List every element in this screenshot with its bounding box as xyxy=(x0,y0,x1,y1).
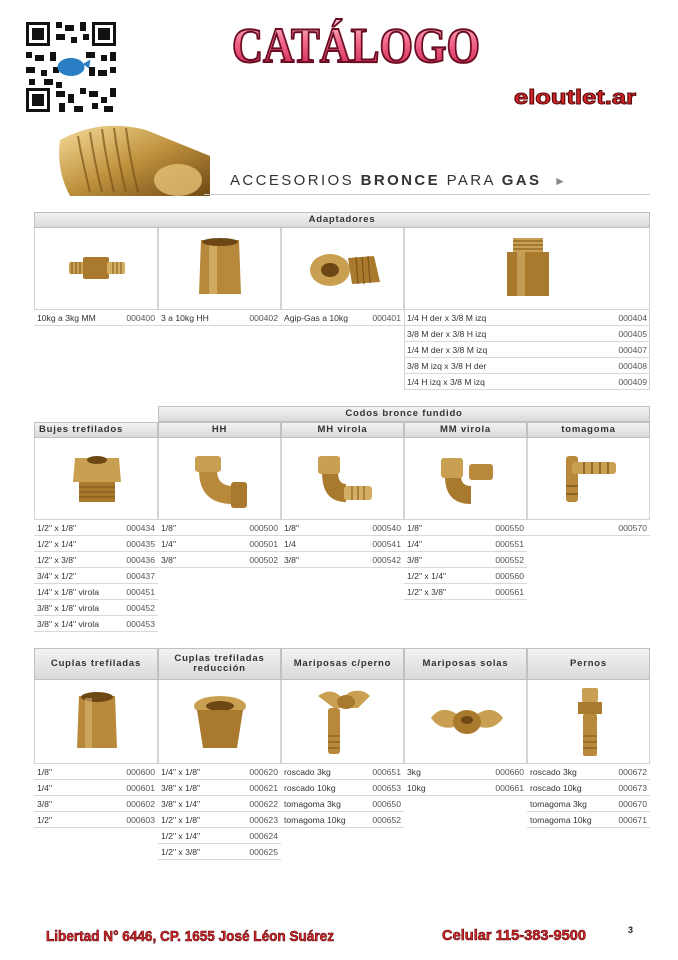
table-row xyxy=(404,310,650,326)
row-code: 000670 xyxy=(618,798,647,809)
table-row xyxy=(34,536,158,552)
footer-phone xyxy=(442,924,588,944)
row-label: tomagoma 10kg xyxy=(284,814,346,825)
table-row xyxy=(281,780,404,796)
row-label: 1/2" x 1/4" xyxy=(407,570,447,581)
headline-gas: GAS xyxy=(501,172,542,189)
row-label: 1/2" x 1/4" xyxy=(161,830,201,841)
table-row xyxy=(158,796,281,812)
table-row xyxy=(34,812,158,828)
row-code: 000672 xyxy=(618,766,647,777)
codo-tomagoma-image xyxy=(527,438,650,520)
table-row xyxy=(158,844,281,860)
row-code: 000400 xyxy=(126,312,155,323)
row-label: 3/8 M izq x 3/8 H der xyxy=(407,360,487,371)
row-code: 000451 xyxy=(126,586,155,597)
row-code: 000405 xyxy=(618,328,647,339)
bujes-image xyxy=(34,438,158,520)
table-row xyxy=(281,764,404,780)
table-row xyxy=(527,764,650,780)
headline-divider xyxy=(204,194,650,195)
site-logo xyxy=(512,84,638,110)
pernos-title: Pernos xyxy=(569,657,607,669)
row-code: 000501 xyxy=(249,538,278,549)
codos-group-title: Codos bronce fundido xyxy=(345,407,463,419)
row-code: 000435 xyxy=(126,538,155,549)
cuplas-reduccion-title-2: reducción xyxy=(193,663,246,674)
row-code: 000401 xyxy=(372,312,401,323)
row-label: 1/2" x 3/8" xyxy=(37,554,77,565)
elbow-fitting-icon xyxy=(435,448,499,510)
table-row xyxy=(34,780,158,796)
table-row xyxy=(158,552,281,568)
table-row xyxy=(34,552,158,568)
cupla-reduccion-image xyxy=(158,680,281,764)
bolt-fitting-icon xyxy=(576,686,604,758)
table-row xyxy=(281,520,404,536)
row-label: roscado 10kg xyxy=(284,782,336,793)
row-label: 1/2" x 3/8" xyxy=(161,846,201,857)
row-label: 10kg xyxy=(407,782,426,793)
table-row xyxy=(527,520,650,536)
table-row xyxy=(158,828,281,844)
mariposa-sola-image xyxy=(404,680,527,764)
table-row xyxy=(34,616,158,632)
row-code: 000551 xyxy=(495,538,524,549)
fitting-bushing-icon xyxy=(71,452,123,506)
row-label: 3/4" x 1/2" xyxy=(37,570,77,581)
table-row xyxy=(527,796,650,812)
footer-address xyxy=(46,925,336,945)
row-code: 000402 xyxy=(249,312,278,323)
row-code: 000625 xyxy=(249,846,278,857)
row-label: 1/4 xyxy=(284,538,296,549)
row-label: 3/8" xyxy=(161,554,176,565)
row-label: roscado 3kg xyxy=(530,766,577,777)
table-row xyxy=(34,600,158,616)
row-code: 000600 xyxy=(126,766,155,777)
row-code: 000437 xyxy=(126,570,155,581)
row-code: 000542 xyxy=(372,554,401,565)
row-label: 1/8" xyxy=(407,522,422,533)
row-code: 000661 xyxy=(495,782,524,793)
column-divider xyxy=(404,310,405,390)
row-code: 000540 xyxy=(372,522,401,533)
mm-title: MM virola xyxy=(439,423,491,435)
row-code: 000622 xyxy=(249,798,278,809)
row-label: 3/8" xyxy=(284,554,299,565)
adaptadores-header xyxy=(34,212,650,228)
row-label: tomagoma 3kg xyxy=(530,798,587,809)
row-code: 000541 xyxy=(372,538,401,549)
bujes-header xyxy=(34,422,158,438)
row-code: 000453 xyxy=(126,618,155,629)
row-code: 000409 xyxy=(618,376,647,387)
row-label: 1/8" xyxy=(37,766,52,777)
row-label: 1/4" xyxy=(161,538,176,549)
row-code: 000651 xyxy=(372,766,401,777)
mariposas-perno-header xyxy=(281,648,404,680)
row-code: 000500 xyxy=(249,522,278,533)
fitting-reducer-icon xyxy=(191,692,249,752)
row-code: 000673 xyxy=(618,782,647,793)
fitting-coupling-icon xyxy=(75,690,119,754)
row-code: 000550 xyxy=(495,522,524,533)
row-code: 000436 xyxy=(126,554,155,565)
row-code: 000552 xyxy=(495,554,524,565)
row-label: 3/8" x 1/4" virola xyxy=(37,618,99,629)
row-label: 3/8 M der x 3/8 H izq xyxy=(407,328,487,339)
row-label: 3 a 10kg HH xyxy=(161,312,209,323)
row-code: 000602 xyxy=(126,798,155,809)
row-label: 3/8" xyxy=(407,554,422,565)
catalog-title-logo xyxy=(228,10,484,76)
row-label: 3kg xyxy=(407,766,421,777)
fitting-hex-nipple-icon xyxy=(503,236,553,300)
table-row xyxy=(158,780,281,796)
row-code: 000624 xyxy=(249,830,278,841)
mm-header xyxy=(404,422,527,438)
row-code: 000652 xyxy=(372,814,401,825)
table-row xyxy=(404,374,650,390)
row-code: 000502 xyxy=(249,554,278,565)
row-label: 10kg a 3kg MM xyxy=(37,312,96,323)
row-code: 000660 xyxy=(495,766,524,777)
codo-mm-image xyxy=(404,438,527,520)
svg-text:eloutlet.ar: eloutlet.ar xyxy=(514,87,637,109)
adaptador-agip-image xyxy=(281,228,404,310)
table-row xyxy=(404,764,527,780)
table-row xyxy=(158,310,281,326)
pernos-header xyxy=(527,648,650,680)
row-code: 000408 xyxy=(618,360,647,371)
row-code: 000434 xyxy=(126,522,155,533)
table-row xyxy=(404,536,527,552)
row-label: 1/2" x 1/4" xyxy=(37,538,77,549)
row-code: 000620 xyxy=(249,766,278,777)
row-label: 1/4" xyxy=(37,782,52,793)
codo-mh-image xyxy=(281,438,404,520)
row-code: 000560 xyxy=(495,570,524,581)
row-code: 000452 xyxy=(126,602,155,613)
table-row xyxy=(34,310,158,326)
row-label: 1/8" xyxy=(161,522,176,533)
row-code: 000623 xyxy=(249,814,278,825)
svg-text:Libertad N° 6446, CP. 1655 J: Libertad N° 6446, CP. 1655 José Léon Suárez xyxy=(46,928,334,945)
adaptador-mm-image xyxy=(34,228,158,310)
table-row xyxy=(404,568,527,584)
row-code: 000561 xyxy=(495,586,524,597)
row-label: 1/4 H izq x 3/8 M izq xyxy=(407,376,485,387)
table-row xyxy=(281,536,404,552)
row-label: 3/8" xyxy=(37,798,52,809)
section-headline xyxy=(230,172,568,189)
table-row xyxy=(158,536,281,552)
wing-nut-icon xyxy=(427,696,507,746)
wing-nut-bolt-icon xyxy=(312,686,376,758)
table-row xyxy=(34,796,158,812)
headline-para: PARA xyxy=(446,172,496,189)
row-label: 1/4" xyxy=(407,538,422,549)
mh-title: MH virola xyxy=(317,423,368,435)
fitting-hex-coupling-icon xyxy=(197,236,243,298)
table-row xyxy=(404,342,650,358)
table-row xyxy=(34,584,158,600)
elbow-fitting-icon xyxy=(312,448,376,510)
table-row xyxy=(158,764,281,780)
svg-text:CATÁLOGO: CATÁLOGO xyxy=(232,17,480,73)
table-row xyxy=(404,358,650,374)
row-label: 3/8" x 1/4" xyxy=(161,798,201,809)
svg-text:Celular 115-383-9500: Celular 115-383-9500 xyxy=(442,927,586,944)
row-label: 1/8" xyxy=(284,522,299,533)
tomagoma-title: tomagoma xyxy=(561,423,616,435)
bujes-title: Bujes trefilados xyxy=(39,423,124,435)
table-row xyxy=(527,780,650,796)
cuplas-reduccion-header xyxy=(158,648,281,680)
arrow-right-icon: ► xyxy=(553,174,569,188)
row-label: tomagoma 3kg xyxy=(284,798,341,809)
mariposas-solas-header xyxy=(404,648,527,680)
row-label: 1/4" x 1/8" xyxy=(161,766,201,777)
row-label: 3/8" x 1/8" virola xyxy=(37,602,99,613)
row-label: 1/2" x 1/8" xyxy=(37,522,77,533)
tomagoma-header xyxy=(527,422,650,438)
row-code: 000650 xyxy=(372,798,401,809)
row-code: 000653 xyxy=(372,782,401,793)
table-row xyxy=(158,812,281,828)
qr-code xyxy=(26,22,116,112)
row-label: tomagoma 10kg xyxy=(530,814,592,825)
row-label: Agip-Gas a 10kg xyxy=(284,312,349,323)
row-code: 000407 xyxy=(618,344,647,355)
fitting-agip-icon xyxy=(304,244,384,294)
page-number: 3 xyxy=(628,925,634,935)
table-row xyxy=(281,796,404,812)
column-divider xyxy=(649,310,650,390)
table-row xyxy=(404,584,527,600)
hero-brass-fitting-image xyxy=(60,120,210,196)
mariposa-perno-image xyxy=(281,680,404,764)
adaptadores-title: Adaptadores xyxy=(308,213,376,225)
codos-group-header xyxy=(158,406,650,422)
adaptador-rosca-image xyxy=(404,228,650,310)
table-row xyxy=(281,552,404,568)
cuplas-reduccion-title-1: Cuplas trefiladas xyxy=(174,652,265,664)
hh-title: HH xyxy=(211,423,228,435)
headline-bronce: BRONCE xyxy=(360,172,441,189)
row-label: 1/2" xyxy=(37,814,52,825)
cuplas-header xyxy=(34,648,158,680)
row-label: 1/4" x 1/8" virola xyxy=(37,586,99,597)
codo-hh-image xyxy=(158,438,281,520)
table-row xyxy=(34,568,158,584)
row-code: 000404 xyxy=(618,312,647,323)
table-row xyxy=(527,812,650,828)
row-label: 1/4 M der x 3/8 M izq xyxy=(407,344,488,355)
hose-barb-elbow-icon xyxy=(558,450,622,508)
table-row xyxy=(34,764,158,780)
row-code: 000603 xyxy=(126,814,155,825)
fitting-nipple-icon xyxy=(67,248,127,288)
row-code: 000621 xyxy=(249,782,278,793)
table-row xyxy=(158,520,281,536)
table-row xyxy=(404,552,527,568)
mh-header xyxy=(281,422,404,438)
row-label: 1/2" x 1/8" xyxy=(161,814,201,825)
mariposas-solas-title: Mariposas solas xyxy=(422,657,509,669)
row-code: 000671 xyxy=(618,814,647,825)
table-row xyxy=(404,520,527,536)
row-label: roscado 10kg xyxy=(530,782,582,793)
row-label: 1/2" x 3/8" xyxy=(407,586,447,597)
hh-header xyxy=(158,422,281,438)
perno-image xyxy=(527,680,650,764)
row-label: roscado 3kg xyxy=(284,766,331,777)
mariposas-perno-title: Mariposas c/perno xyxy=(293,657,392,669)
row-label: 3/8" x 1/8" xyxy=(161,782,201,793)
row-code: 000570 xyxy=(618,522,647,533)
table-row xyxy=(404,780,527,796)
table-row xyxy=(34,520,158,536)
table-row xyxy=(281,812,404,828)
cuplas-title: Cuplas trefiladas xyxy=(50,657,142,669)
elbow-fitting-icon xyxy=(193,450,249,510)
headline-pre: ACCESORIOS xyxy=(230,172,355,189)
row-label: 1/4 H der x 3/8 M izq xyxy=(407,312,487,323)
table-row xyxy=(404,326,650,342)
adaptador-hh-image xyxy=(158,228,281,310)
row-code: 000601 xyxy=(126,782,155,793)
table-row xyxy=(281,310,404,326)
cupla-image xyxy=(34,680,158,764)
